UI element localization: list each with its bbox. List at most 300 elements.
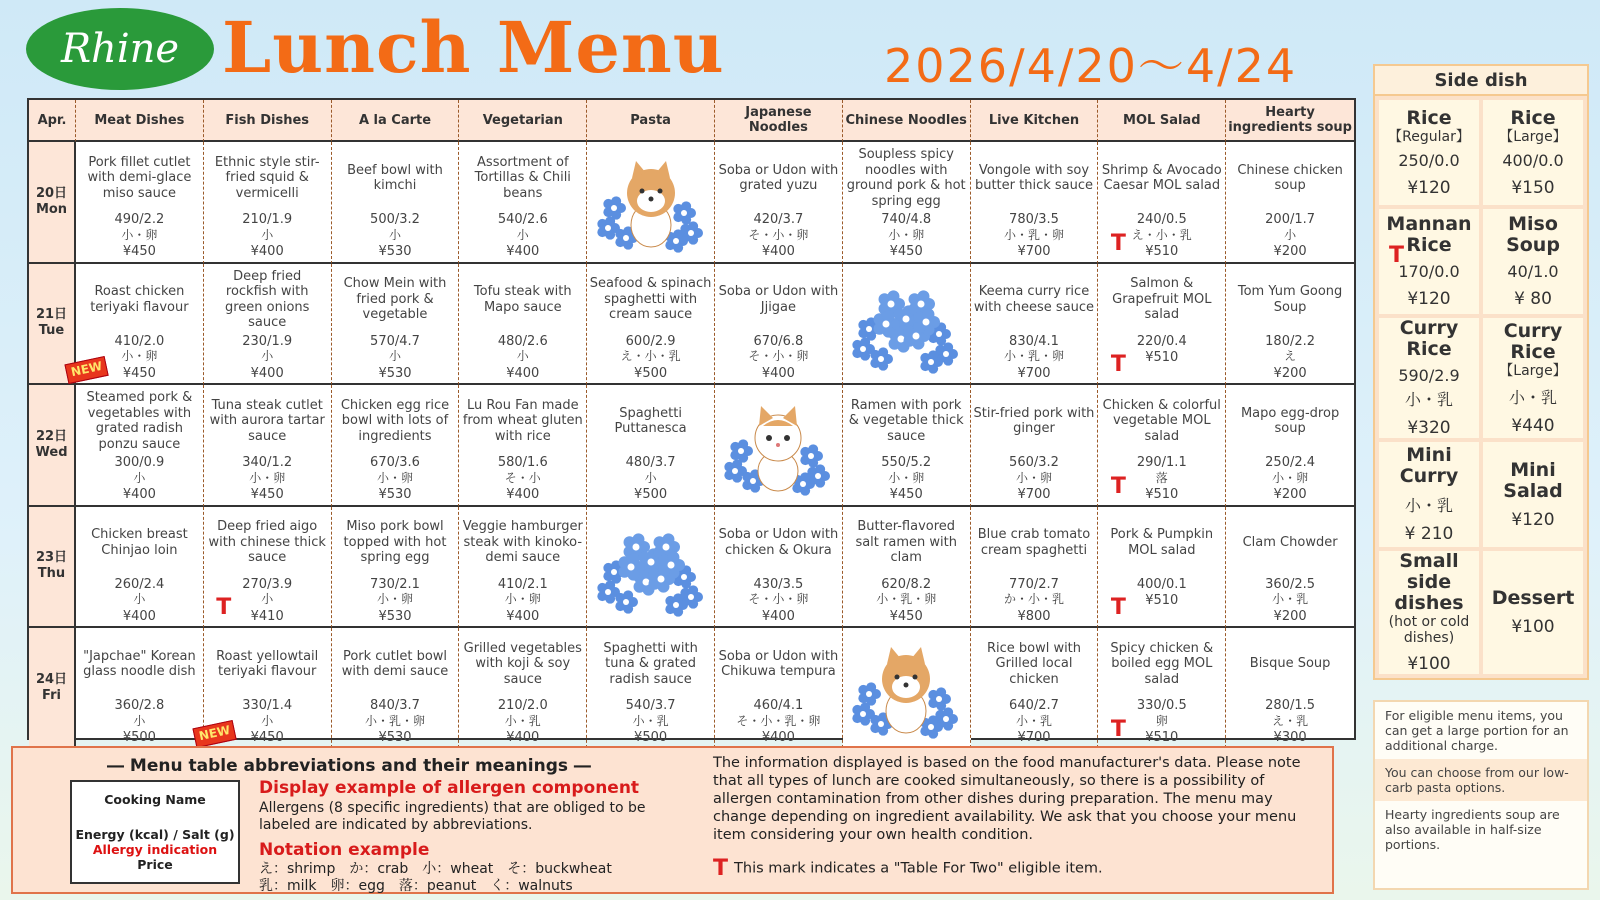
side-dish-energy-salt: 170/0.0 (1398, 262, 1460, 281)
menu-item (69, 264, 204, 386)
table-for-two-icon: T (216, 595, 232, 620)
item-allergy: 小・乳 (1272, 592, 1309, 606)
item-allergy: 小・卵 (376, 592, 413, 606)
item-energy-salt: 620/8.2 (881, 576, 932, 592)
item-energy-salt: 300/0.9 (114, 455, 165, 470)
menu-item (715, 264, 843, 386)
menu-item (715, 142, 843, 264)
side-dish-price: ¥120 (1407, 177, 1451, 198)
side-dish-energy-salt: 590/2.9 (1398, 366, 1460, 385)
item-name: Rice bowl with Grilled local chicken (986, 640, 1082, 687)
item-energy-salt: 540/2.6 (497, 212, 548, 227)
item-energy-salt: 670/6.8 (753, 333, 804, 349)
item-energy-salt: 230/1.9 (242, 333, 293, 349)
item-name: Chicken egg rice bowl with lots of ingredients (340, 397, 450, 444)
item-price: ¥400 (506, 487, 540, 502)
item-price: ¥400 (250, 244, 284, 259)
side-dish-grid (1375, 96, 1587, 678)
item-allergy: 小・乳・卵 (1003, 227, 1064, 242)
column-header: Chinese Noodles (843, 100, 971, 142)
item-allergy: え・小・乳 (1131, 227, 1192, 242)
item-name: Roast chicken teriyaki flavour (90, 284, 189, 315)
side-dish-price: ¥440 (1511, 415, 1555, 436)
item-name: Miso pork bowl topped with hot spring egg (343, 519, 447, 566)
item-energy-salt: 570/4.7 (370, 333, 420, 349)
item-allergy: 小 (133, 713, 146, 728)
item-name: Soba or Udon with Chikuwa tempura (718, 648, 839, 679)
note-large-portion: For eligible menu items, you can get a large portion for an additional charge. (1385, 708, 1569, 753)
menu-item (971, 628, 1099, 748)
item-energy-salt: 410/2.1 (497, 576, 548, 592)
side-dish-energy-salt: 250/0.0 (1398, 150, 1460, 170)
item-allergy: え・小・乳 (620, 349, 681, 363)
item-energy-salt: 260/2.4 (114, 576, 165, 592)
side-dish-size: 【Regular】 (1388, 128, 1470, 145)
column-header: Hearty ingredients soup (1226, 100, 1354, 142)
table-for-two-info (713, 856, 1103, 881)
menu-item (1226, 507, 1354, 629)
item-name: Chinese chicken soup (1237, 162, 1343, 193)
table-for-two-icon: T (1110, 352, 1126, 377)
menu-item (843, 385, 971, 507)
item-energy-salt: 580/1.6 (497, 455, 548, 470)
item-price: ¥800 (1017, 608, 1051, 624)
item-price: ¥400 (761, 608, 795, 624)
item-energy-salt: 220/0.4 (1136, 333, 1187, 349)
item-price: ¥530 (378, 487, 412, 502)
day-date: 20日 (35, 185, 68, 201)
item-price: ¥530 (378, 365, 412, 381)
new-badge: NEW (64, 355, 109, 383)
menu-item (459, 628, 587, 748)
item-energy-salt: 730/2.1 (370, 576, 420, 592)
item-allergy: 小・卵 (888, 470, 925, 485)
item-price: ¥500 (122, 730, 156, 745)
side-dish-energy-salt: 400/0.0 (1502, 150, 1564, 170)
item-allergy: そ・小・卵 (748, 349, 809, 363)
abbr-line-2: 乳：milk 卵：egg 落：peanut く：walnuts (259, 878, 573, 894)
item-price: ¥450 (889, 608, 923, 624)
item-name: Veggie hamburger steak with kinoko-demi sauce (462, 519, 583, 566)
menu-item (1098, 507, 1226, 629)
side-dish-item (1379, 209, 1479, 314)
item-allergy: 小・卵 (888, 227, 925, 242)
menu-item (715, 628, 843, 748)
day-label (29, 142, 76, 264)
item-name: Pork fillet cutlet with demi-glace miso sauce (87, 154, 192, 201)
menu-item (76, 507, 204, 629)
menu-item (1226, 264, 1354, 386)
illustration-cell (843, 628, 971, 748)
item-name: "Japchae" Korean glass noodle dish (83, 648, 196, 679)
item-energy-salt: 240/0.5 (1136, 212, 1187, 227)
item-price: ¥500 (634, 730, 668, 745)
menu-item (76, 628, 204, 748)
allergen-abbreviations (259, 861, 612, 895)
item-name: Soba or Udon with chicken & Okura (718, 527, 839, 558)
item-price: ¥400 (506, 244, 540, 259)
side-dish-allergy: 小・乳 (1404, 390, 1453, 409)
item-price: ¥450 (250, 730, 284, 745)
item-allergy: 小・卵 (121, 227, 158, 242)
item-name: Deep fried aigo with chinese thick sauce (208, 519, 326, 566)
item-price: ¥400 (122, 608, 156, 624)
day-of-week: Wed (35, 444, 68, 460)
item-allergy: 小 (516, 227, 529, 242)
page-title: Lunch Menu (222, 6, 725, 89)
item-price: ¥450 (250, 487, 284, 502)
day-of-week: Mon (35, 201, 68, 217)
side-dish-item (1483, 100, 1583, 205)
side-dish-name: Rice (1406, 106, 1452, 129)
item-name: Blue crab tomato cream spaghetti (977, 527, 1091, 558)
item-name: Pork & Pumpkin MOL salad (1110, 527, 1214, 558)
item-name: Shrimp & Avocado Caesar MOL salad (1101, 162, 1222, 193)
item-energy-salt: 180/2.2 (1265, 333, 1316, 349)
item-allergy: 小・卵 (376, 470, 413, 485)
side-dish-allergy: 小・乳 (1404, 496, 1453, 515)
menu-item (971, 264, 1099, 386)
item-allergy: そ・小・卵 (748, 592, 809, 606)
menu-item (1226, 385, 1354, 507)
side-dish-price: ¥320 (1407, 418, 1451, 438)
item-energy-salt: 540/3.7 (625, 698, 676, 713)
item-allergy: 小・卵 (1015, 470, 1052, 485)
day-date: 23日 (35, 550, 68, 566)
menu-item (971, 385, 1099, 507)
table-for-two-icon: T (1110, 716, 1126, 742)
item-energy-salt: 290/1.1 (1136, 455, 1187, 470)
item-energy-salt: 360/2.5 (1265, 576, 1316, 592)
side-dish-size: (hot or cold dishes) (1388, 614, 1470, 646)
blue-flowers-illustration (596, 517, 706, 617)
day-label (29, 385, 76, 507)
item-name: Bisque Soup (1249, 656, 1331, 672)
item-price: ¥400 (122, 487, 156, 502)
side-dish-title: Side dish (1375, 66, 1587, 96)
item-name: Steamed pork & vegetables with grated radish ponzu sauce (86, 390, 193, 452)
item-energy-salt: 250/2.4 (1265, 455, 1316, 470)
item-name: Soba or Udon with grated yuzu (718, 162, 839, 193)
table-for-two-icon: T (1389, 243, 1405, 268)
side-dish-energy-salt: 40/1.0 (1507, 262, 1559, 281)
menu-item (1098, 628, 1226, 748)
side-dish-item (1483, 442, 1583, 547)
day-of-week: Fri (42, 687, 61, 703)
menu-item (1098, 264, 1226, 386)
item-energy-salt: 330/0.5 (1136, 698, 1187, 713)
side-dish-item (1483, 209, 1583, 314)
item-allergy: 小・乳・卵 (1003, 349, 1064, 363)
side-dish-allergy: 小・乳 (1508, 387, 1557, 407)
menu-item (204, 142, 332, 264)
item-allergy: え・乳 (1272, 713, 1309, 728)
item-allergy: 小 (133, 592, 146, 606)
menu-item (332, 142, 460, 264)
item-name: Grilled vegetables with koji & soy sauce (463, 640, 582, 687)
side-dish-name: Curry Rice (1399, 317, 1459, 360)
display-example-title: Display example of allergen component (259, 778, 640, 798)
item-allergy: 小・乳 (1015, 713, 1052, 728)
item-name: Soupless spicy noodles with ground pork & hot spring egg (846, 147, 966, 209)
day-label (29, 507, 76, 629)
item-name: Ramen with pork & vegetable thick sauce (848, 397, 964, 444)
side-dish-item (1379, 318, 1479, 438)
item-energy-salt: 400/0.1 (1136, 576, 1187, 592)
item-price: ¥700 (1017, 365, 1051, 381)
side-dish-item (1483, 551, 1583, 674)
menu-item (459, 142, 587, 264)
item-allergy: 小 (388, 227, 401, 242)
side-dish-name: Miso Soup (1506, 213, 1560, 256)
item-energy-salt: 420/3.7 (753, 212, 804, 227)
side-dish-price: ¥100 (1407, 654, 1451, 674)
item-energy-salt: 360/2.8 (114, 698, 165, 713)
legend-example-box (70, 780, 240, 884)
item-energy-salt: 480/2.6 (497, 333, 548, 349)
item-allergy: 小・乳・卵 (364, 713, 425, 728)
menu-item (332, 264, 460, 386)
item-price: ¥510 (1145, 244, 1179, 259)
side-dish-item (1379, 100, 1479, 205)
date-range: 2026/4/20～4/24 (884, 39, 1298, 93)
column-header: A la Carte (332, 100, 460, 142)
table-for-two-icon: T (713, 856, 729, 881)
blue-flowers-illustration (851, 274, 961, 374)
table-for-two-text: This mark indicates a "Table For Two" eligible item. (734, 860, 1103, 877)
item-price: ¥400 (250, 365, 284, 381)
item-energy-salt: 640/2.7 (1009, 698, 1059, 713)
rhine-logo: Rhine (26, 8, 214, 90)
item-allergy: 小・乳 (632, 713, 669, 728)
item-name: Tuna steak cutlet with aurora tartar sauce (209, 397, 325, 444)
menu-item (843, 142, 971, 264)
item-price: ¥530 (378, 244, 412, 259)
item-energy-salt: 410/2.0 (114, 333, 165, 349)
item-energy-salt: 330/1.4 (242, 698, 293, 713)
menu-item (1226, 628, 1354, 748)
menu-item (332, 628, 460, 748)
day-label (29, 628, 76, 748)
menu-item (587, 264, 715, 386)
item-allergy: 小 (261, 713, 274, 728)
menu-item (197, 628, 332, 748)
cat-illustration (723, 396, 833, 496)
menu-item (332, 385, 460, 507)
item-price: ¥500 (634, 365, 668, 381)
item-energy-salt: 780/3.5 (1009, 212, 1059, 227)
item-energy-salt: 600/2.9 (625, 333, 676, 349)
day-date: 21日 (35, 307, 68, 323)
item-energy-salt: 550/5.2 (881, 455, 932, 470)
side-dish-price: ¥120 (1407, 289, 1451, 309)
legend-title: ― Menu table abbreviations and their meanings ― (107, 756, 591, 776)
item-price: ¥400 (506, 608, 540, 624)
legend-panel (11, 746, 1334, 894)
item-price: ¥200 (1273, 244, 1307, 259)
item-energy-salt: 490/2.2 (114, 212, 165, 227)
menu-item (587, 628, 715, 748)
menu-item (459, 507, 587, 629)
item-energy-salt: 210/1.9 (242, 212, 293, 227)
side-dish-size: 【Large】 (1499, 362, 1567, 379)
item-allergy: 小 (644, 470, 657, 485)
menu-item (971, 507, 1099, 629)
illustration-cell (715, 385, 843, 507)
menu-item (204, 385, 332, 507)
legend-allergy: Allergy indication (92, 842, 218, 857)
item-price: ¥510 (1145, 487, 1179, 502)
column-header: Japanese Noodles (715, 100, 843, 142)
legend-energy: Energy (kcal) / Salt (g) (75, 827, 235, 842)
side-dish-price: ¥ 210 (1404, 524, 1454, 544)
menu-item (332, 507, 460, 629)
day-date: 22日 (35, 428, 68, 444)
item-name: Chicken & colorful vegetable MOL salad (1102, 397, 1221, 444)
lunch-menu-table (27, 98, 1356, 745)
item-price: ¥410 (250, 608, 284, 624)
item-price: ¥530 (378, 730, 412, 745)
item-name: Roast yellowtail teriyaki flavour (216, 648, 319, 679)
menu-item (1098, 385, 1226, 507)
item-energy-salt: 280/1.5 (1265, 698, 1316, 713)
item-price: ¥450 (889, 244, 923, 259)
item-name: Assortment of Tortillas & Chili beans (474, 154, 571, 201)
item-name: Beef bowl with kimchi (347, 162, 443, 193)
table-for-two-icon: T (1110, 473, 1126, 499)
item-energy-salt: 340/1.2 (242, 455, 293, 470)
item-name: Seafood & spinach spaghetti with cream sauce (589, 276, 712, 323)
item-allergy: 小・乳 (504, 713, 541, 728)
item-name: Stir-fried pork with ginger (973, 405, 1095, 436)
side-dish-item (1379, 442, 1479, 547)
menu-item (1098, 142, 1226, 264)
side-dish-name: Curry Rice (1503, 319, 1563, 363)
menu-item (76, 142, 204, 264)
item-name: Lu Rou Fan made from wheat gluten with rice (462, 397, 583, 444)
item-energy-salt: 210/2.0 (497, 698, 548, 713)
menu-item (76, 385, 204, 507)
menu-item (459, 264, 587, 386)
item-name: Spaghetti with tuna & grated radish sauce (603, 640, 698, 687)
item-energy-salt: 430/3.5 (753, 576, 804, 592)
item-allergy: 卵 (1155, 713, 1168, 728)
menu-item (204, 507, 332, 629)
item-price: ¥400 (506, 730, 540, 745)
side-dish-size: 【Large】 (1499, 128, 1567, 145)
item-energy-salt: 840/3.7 (370, 698, 420, 713)
item-allergy: 小・卵 (121, 349, 158, 363)
item-name: Mapo egg-drop soup (1240, 405, 1340, 436)
item-allergy: 小・卵 (249, 470, 286, 485)
item-name: Clam Chowder (1242, 534, 1338, 550)
item-name: Vongole with soy butter thick sauce (974, 162, 1094, 193)
column-header: Pasta (587, 100, 715, 142)
menu-item (715, 507, 843, 629)
item-allergy: か・小・乳 (1003, 592, 1064, 606)
side-dish-price: ¥100 (1511, 617, 1555, 637)
item-allergy: 小 (261, 227, 274, 242)
side-dish-name: Dessert (1491, 587, 1575, 609)
item-name: Tofu steak with Mapo sauce (473, 284, 572, 315)
column-header: Vegetarian (459, 100, 587, 142)
menu-item (587, 385, 715, 507)
legend-price: Price (137, 857, 173, 872)
item-energy-salt: 270/3.9 (242, 576, 293, 592)
item-allergy: 小・卵 (504, 592, 541, 606)
item-name: Soba or Udon with Jjigae (718, 284, 839, 315)
item-name: Spicy chicken & boiled egg MOL salad (1110, 640, 1214, 687)
side-dish-item (1379, 551, 1479, 674)
item-price: ¥300 (1273, 730, 1307, 745)
column-header: Meat Dishes (76, 100, 204, 142)
item-name: Chicken breast Chinjao loin (91, 527, 188, 558)
item-price: ¥400 (506, 365, 540, 381)
item-allergy: え (1284, 349, 1297, 363)
item-energy-salt: 770/2.7 (1009, 576, 1059, 592)
item-energy-salt: 480/3.7 (625, 455, 676, 470)
item-name: Chow Mein with fried pork & vegetable (343, 276, 447, 323)
item-price: ¥450 (122, 365, 156, 381)
display-example-desc: Allergens (8 specific ingredients) that are obliged to be labeled are indicated by abbreviations. (259, 800, 646, 833)
side-dish-price: ¥ 80 (1514, 289, 1552, 309)
item-price: ¥400 (761, 730, 795, 745)
item-price: ¥200 (1273, 487, 1307, 502)
item-allergy: 小・卵 (1272, 470, 1309, 485)
menu-item (204, 264, 332, 386)
item-price: ¥500 (634, 487, 668, 502)
item-allergy: そ・小・卵 (748, 227, 809, 242)
column-header: MOL Salad (1098, 100, 1226, 142)
notes-panel (1373, 700, 1589, 890)
item-price: ¥510 (1145, 730, 1179, 745)
legend-cooking-name: Cooking Name (104, 792, 206, 807)
shiba-dog-illustration (851, 639, 961, 739)
item-price: ¥700 (1017, 730, 1051, 745)
item-price: ¥700 (1017, 244, 1051, 259)
new-badge: NEW (192, 720, 237, 748)
item-price: ¥450 (889, 487, 923, 502)
item-name: Spaghetti Puttanesca (614, 405, 687, 436)
table-for-two-icon: T (1110, 595, 1126, 620)
item-name: Pork cutlet bowl with demi sauce (341, 648, 449, 679)
item-allergy: 小 (133, 470, 146, 485)
disclaimer-text: The information displayed is based on the food manufacturer's data. Please note that all types of lunch are cooked simultaneously, so there is a possibility of allergen contamination from other dishes during preparation. The menu may change depending on ingredient availability. We ask that you choose your menu item considering your own health condition. (713, 755, 1301, 843)
item-energy-salt: 740/4.8 (881, 212, 932, 227)
item-price: ¥700 (1017, 487, 1051, 502)
item-price: ¥510 (1145, 593, 1179, 608)
item-energy-salt: 560/3.2 (1009, 455, 1059, 470)
side-dish-name: Small side dishes (1394, 550, 1464, 614)
table-for-two-icon: T (1110, 230, 1126, 256)
item-energy-salt: 830/4.1 (1009, 333, 1059, 349)
item-name: Tom Yum Goong Soup (1237, 284, 1343, 315)
item-allergy: 落 (1155, 470, 1168, 485)
side-dish-name: Mini Curry (1399, 444, 1459, 487)
note-half-size: Hearty ingredients soup are also available in half-size portions. (1385, 807, 1560, 852)
item-allergy: 小 (388, 349, 401, 363)
column-header: Live Kitchen (971, 100, 1099, 142)
side-dish-price: ¥150 (1511, 177, 1555, 198)
illustration-cell (587, 142, 715, 264)
notation-title: Notation example (259, 840, 430, 860)
item-allergy: 小・乳・卵 (876, 592, 937, 606)
item-allergy: 小 (1284, 227, 1297, 242)
item-allergy: そ・小 (504, 470, 541, 485)
item-name: Keema curry rice with cheese sauce (973, 284, 1095, 315)
item-energy-salt: 670/3.6 (370, 455, 420, 470)
item-energy-salt: 200/1.7 (1265, 212, 1316, 227)
